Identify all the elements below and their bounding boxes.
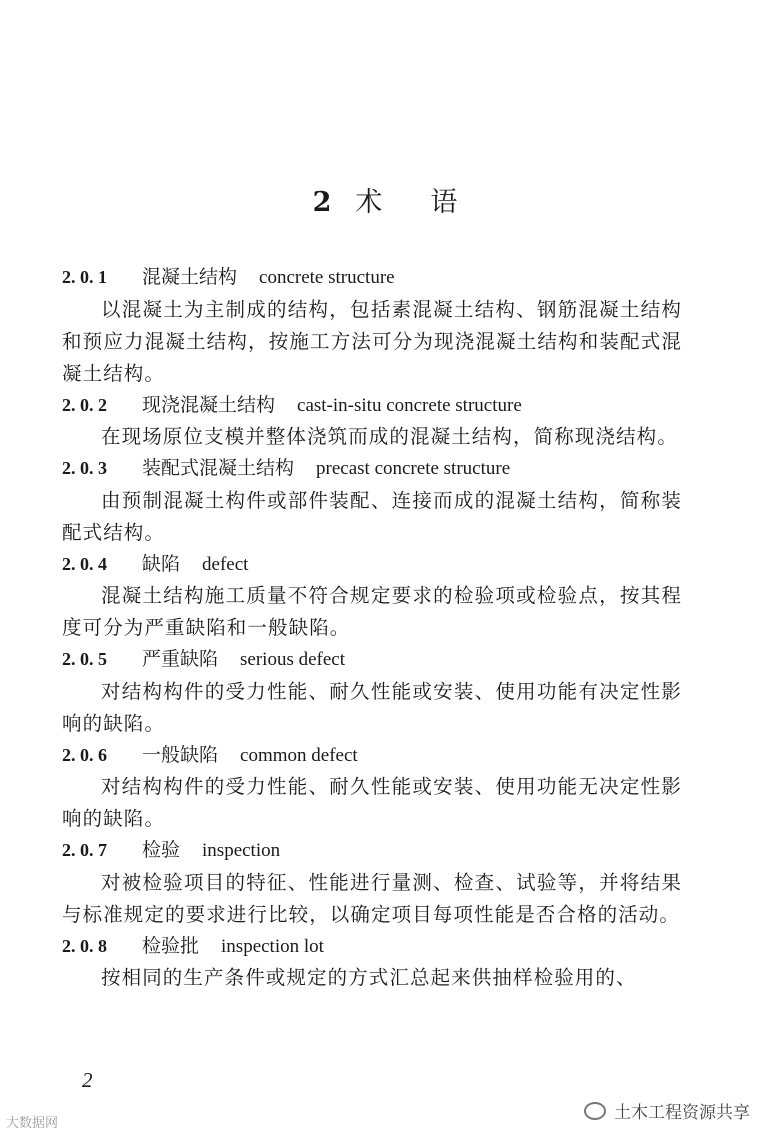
- term-entry: [62, 262, 682, 390]
- term-number: 2. 0. 6: [62, 744, 107, 765]
- term-number: 2. 0. 5: [62, 649, 107, 669]
- term-definition: 混凝土结构施工质量不符合规定要求的检验项或检验点，按其程度可分为严重缺陷和一般缺陷。: [62, 584, 682, 639]
- term-definition: 由预制混凝土构件或部件装配、连接而成的混凝土结构，简称装配式结构。: [62, 488, 682, 544]
- term-chinese: 一般缺陷: [142, 743, 219, 766]
- wechat-icon: [584, 1102, 606, 1120]
- watermark-right: [584, 1098, 750, 1123]
- term-chinese: 检验: [142, 839, 181, 861]
- term-definition: 以混凝土为主制成的结构，包括素混凝土结构、钢筋混凝土结构和预应力混凝土结构，按施工方法可分为现浇混凝土结构和装配式混凝土结构。: [62, 297, 682, 385]
- term-chinese: 混凝土结构: [142, 266, 238, 288]
- term-english: precast concrete structure: [316, 458, 511, 479]
- term-number: 2. 0. 8: [62, 935, 107, 956]
- term-heading: [62, 549, 682, 581]
- watermark-right-text: 土木工程资源共享: [614, 1103, 750, 1123]
- term-definition: 对被检验项目的特征、性能进行量测、检查、试验等，并将结果与标准规定的要求进行比较，以确定项目每项性能是否合格的活动。: [62, 870, 682, 926]
- term-chinese: 现浇混凝土结构: [142, 393, 276, 416]
- term-chinese: 严重缺陷: [142, 648, 219, 670]
- term-number: 2. 0. 3: [62, 458, 107, 478]
- term-english: defect: [202, 553, 249, 575]
- term-heading: [62, 931, 682, 963]
- term-chinese: 缺陷: [142, 552, 181, 575]
- term-english: common defect: [240, 744, 358, 766]
- term-english: inspection: [202, 840, 281, 861]
- chapter-title-part2: 语: [430, 187, 460, 218]
- term-chinese: 装配式混凝土结构: [142, 457, 295, 479]
- term-entry: [62, 390, 682, 454]
- term-chinese: 检验批: [142, 934, 200, 957]
- terms-list: [62, 262, 682, 994]
- term-heading: [62, 835, 682, 867]
- term-definition: 对结构构件的受力性能、耐久性能或安装、使用功能有决定性影响的缺陷。: [62, 679, 682, 735]
- chapter-number: 2: [312, 187, 334, 218]
- chapter-title: [0, 180, 772, 219]
- page-number: 2: [82, 1068, 93, 1092]
- term-entry: [62, 644, 682, 740]
- term-number: 2. 0. 1: [62, 267, 107, 287]
- term-entry: [62, 835, 682, 931]
- term-number: 2. 0. 2: [62, 394, 107, 415]
- term-entry: [62, 453, 682, 549]
- chapter-title-part1: 术: [355, 187, 385, 218]
- term-definition: 在现场原位支模并整体浇筑而成的混凝土结构，简称现浇结构。: [101, 425, 678, 448]
- term-heading: [62, 740, 682, 772]
- term-entry: [62, 931, 682, 995]
- term-entry: [62, 740, 682, 836]
- term-heading: [62, 262, 682, 294]
- term-number: 2. 0. 7: [62, 840, 107, 860]
- term-definition: 对结构构件的受力性能、耐久性能或安装、使用功能无决定性影响的缺陷。: [62, 775, 682, 830]
- term-english: concrete structure: [259, 267, 395, 288]
- term-english: inspection lot: [221, 935, 324, 957]
- term-entry: [62, 549, 682, 645]
- watermark-left: 大数据网: [6, 1116, 59, 1131]
- term-heading: [62, 644, 682, 676]
- term-heading: [62, 390, 682, 422]
- term-definition: 按相同的生产条件或规定的方式汇总起来供抽样检验用的、: [101, 966, 637, 989]
- term-english: cast-in-situ concrete structure: [297, 394, 522, 416]
- term-english: serious defect: [240, 649, 345, 670]
- term-number: 2. 0. 4: [62, 553, 107, 574]
- term-heading: [62, 453, 682, 485]
